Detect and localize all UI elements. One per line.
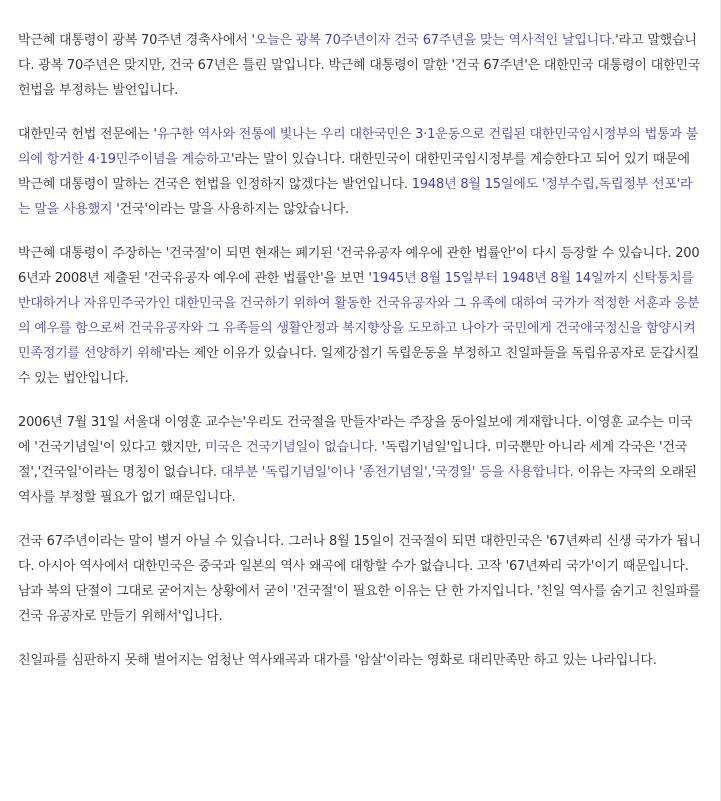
paragraph-2 bbox=[18, 122, 702, 222]
text-segment: '라는 말이 있습니다. 대한민국이 대한민국임시정부를 계승한다고 되어 있기 때문에 박근혜 대통령이 말하는 건국은 헌법을 인정하지 않겠다는 발언입니다. bbox=[18, 152, 690, 192]
text-segment: '건국'이라는 말을 사용하지는 않았습니다. bbox=[112, 202, 349, 217]
text-segment: 박근혜 대통령이 주장하는 '건국절'이 되면 현재는 폐기된 '건국유공자 예우에 관한 법률안'이 다시 등장할 수 있습니다. 2006년과 2008년 제출된 '건국유공자 예우에 관한 법률안'을 보면 ' bbox=[18, 246, 700, 286]
highlighted-quote: 1945년 8월 15일부터 1948년 8월 14일까지 신탁통치를 반대하거나 자유민주국가인 대한민국을 건국하기 위하여 활동한 건국유공자와 그 유족에 대하여 국가가 적정한 서훈과 응분의 예우를 함으로써 건국유공자와 그 유족들의 생활안정과 복지향상을 도모하고 나아가 국민에게 건국애국정신을 함양시켜 민족정기를 선양하기 위해 bbox=[18, 271, 700, 361]
paragraph-6 bbox=[18, 648, 702, 673]
text-segment: '라고 말했습니다. 광복 70주년은 맞지만, 건국 67년은 틀린 말입니다. 박근혜 대통령이 말한 '건국 67주년'은 대한민국 대통령이 대한민국 헌법을 부정하는 발언입니다. bbox=[18, 33, 701, 98]
text-segment: 박근혜 대통령이 광복 70주년 경축사에서 ' bbox=[18, 33, 255, 48]
text-segment: '라는 제안 이유가 있습니다. 일제강점기 독립운동을 부정하고 친일파들을 독립유공자로 둔갑시킬 수 있는 법안입니다. bbox=[18, 346, 699, 386]
paragraph-5 bbox=[18, 529, 702, 629]
text-segment: '독립기념일'입니다. 미국뿐만 아니라 세계 각국은 '건국절','건국일'이라는 명칭이 없습니다. bbox=[18, 440, 688, 480]
paragraph-1 bbox=[18, 28, 702, 103]
text-segment: 친일파를 심판하지 못해 벌어지는 엄청난 역사왜곡과 대가를 '암살'이라는 영화로 대리만족만 하고 있는 나라입니다. bbox=[18, 653, 657, 668]
text-segment: 건국 67주년이라는 말이 별거 아닐 수 있습니다. 그러나 8월 15일이 건국절이 되면 대한민국은 '67년짜리 신생 국가가 됩니다. 아시아 역사에서 대한민국은 중국과 일본의 역사 왜곡에 대항할 수가 없습니다. 고작 '67년짜리 국가'이기 때문입니다. 남과 북의 단절이 그대로 굳어지는 상황에서 굳이 '건국절'이 필요한 이유는 단 한 가지입니다. '친일 역사를 숨기고 친일파를 건국 유공자로 만들기 위해서'입니다. bbox=[18, 534, 701, 624]
highlighted-quote: 1948년 8월 15일에도 '정부수립,독립정부 선포'라는 말을 사용했지 bbox=[18, 177, 693, 217]
text-segment: 2006년 7월 31일 서울대 이영훈 교수는'우리도 건국절을 만들자'라는 주장을 동아일보에 게재합니다. 이영훈 교수는 미국에 '건국기념일'이 있다고 했지만, bbox=[18, 415, 693, 455]
highlighted-quote: 오늘은 광복 70주년이자 건국 67주년을 맞는 역사적인 날입니다. bbox=[254, 33, 616, 48]
highlighted-quote: 유구한 역사와 전통에 빛나는 우리 대한국민은 3·1운동으로 건립된 대한민국임시정부의 법통과 불의에 항거한 4·19민주이념을 계승하고 bbox=[18, 127, 699, 167]
article-body bbox=[18, 28, 702, 692]
paragraph-3 bbox=[18, 241, 702, 391]
text-segment: 대한민국 헌법 전문에는 ' bbox=[18, 127, 157, 142]
text-segment: 이유는 자국의 오래된 역사를 부정할 필요가 없기 때문입니다. bbox=[18, 465, 697, 505]
highlighted-quote: 대부분 '독립기념일'이나 '종전기념일','국경일' 등을 사용합니다. bbox=[220, 465, 574, 480]
paragraph-4 bbox=[18, 410, 702, 510]
highlighted-quote: 미국은 건국기념일이 없습니다. bbox=[205, 440, 378, 455]
